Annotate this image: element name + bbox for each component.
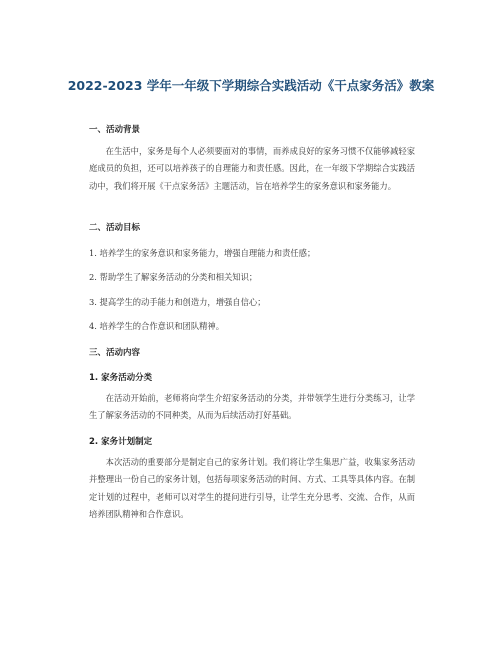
subsection-heading-plan: 2. 家务计划制定 bbox=[89, 437, 153, 447]
section-heading-content: 三、活动内容 bbox=[89, 348, 141, 358]
subsection-paragraph-plan: 本次活动的重要部分是制定自己的家务计划。我们将让学生集思广益，收集家务活动并整理出一份自己的家务计划，包括每项家务活动的时间、方式、工具等具体内容。在制定计划的过程中，老师可以对学生的提问进行引导，让学生充分思考、交流、合作，从而培养团队精神和合作意识。 bbox=[89, 457, 415, 520]
goal-item-4: 4. 培养学生的合作意识和团队精神。 bbox=[89, 321, 225, 331]
subsection-heading-classification: 1. 家务活动分类 bbox=[89, 373, 153, 383]
subsection-paragraph-classification: 在活动开始前，老师将向学生介绍家务活动的分类，并带领学生进行分类练习，让学生了解家务活动的不同种类，从而为后续活动打好基础。 bbox=[89, 393, 415, 421]
section-heading-background: 一、活动背景 bbox=[89, 125, 141, 135]
document-title: 2022-2023 学年一年级下学期综合实践活动《干点家务活》教案 bbox=[67, 78, 435, 93]
section-paragraph-background: 在生活中，家务是每个人必须要面对的事情，而养成良好的家务习惯不仅能够减轻家庭成员的负担，还可以培养孩子的自理能力和责任感。因此，在一年级下学期综合实践活动中，我们将开展《干点家务活》主题活动，旨在培养学生的家务意识和家务能力。 bbox=[89, 146, 415, 191]
goal-item-3: 3. 提高学生的动手能力和创造力，增强自信心； bbox=[89, 297, 266, 307]
section-heading-goals: 二、活动目标 bbox=[89, 223, 141, 233]
goal-item-1: 1. 培养学生的家务意识和家务能力，增强自理能力和责任感； bbox=[89, 248, 316, 258]
goal-item-2: 2. 帮助学生了解家务活动的分类和相关知识； bbox=[89, 272, 258, 282]
